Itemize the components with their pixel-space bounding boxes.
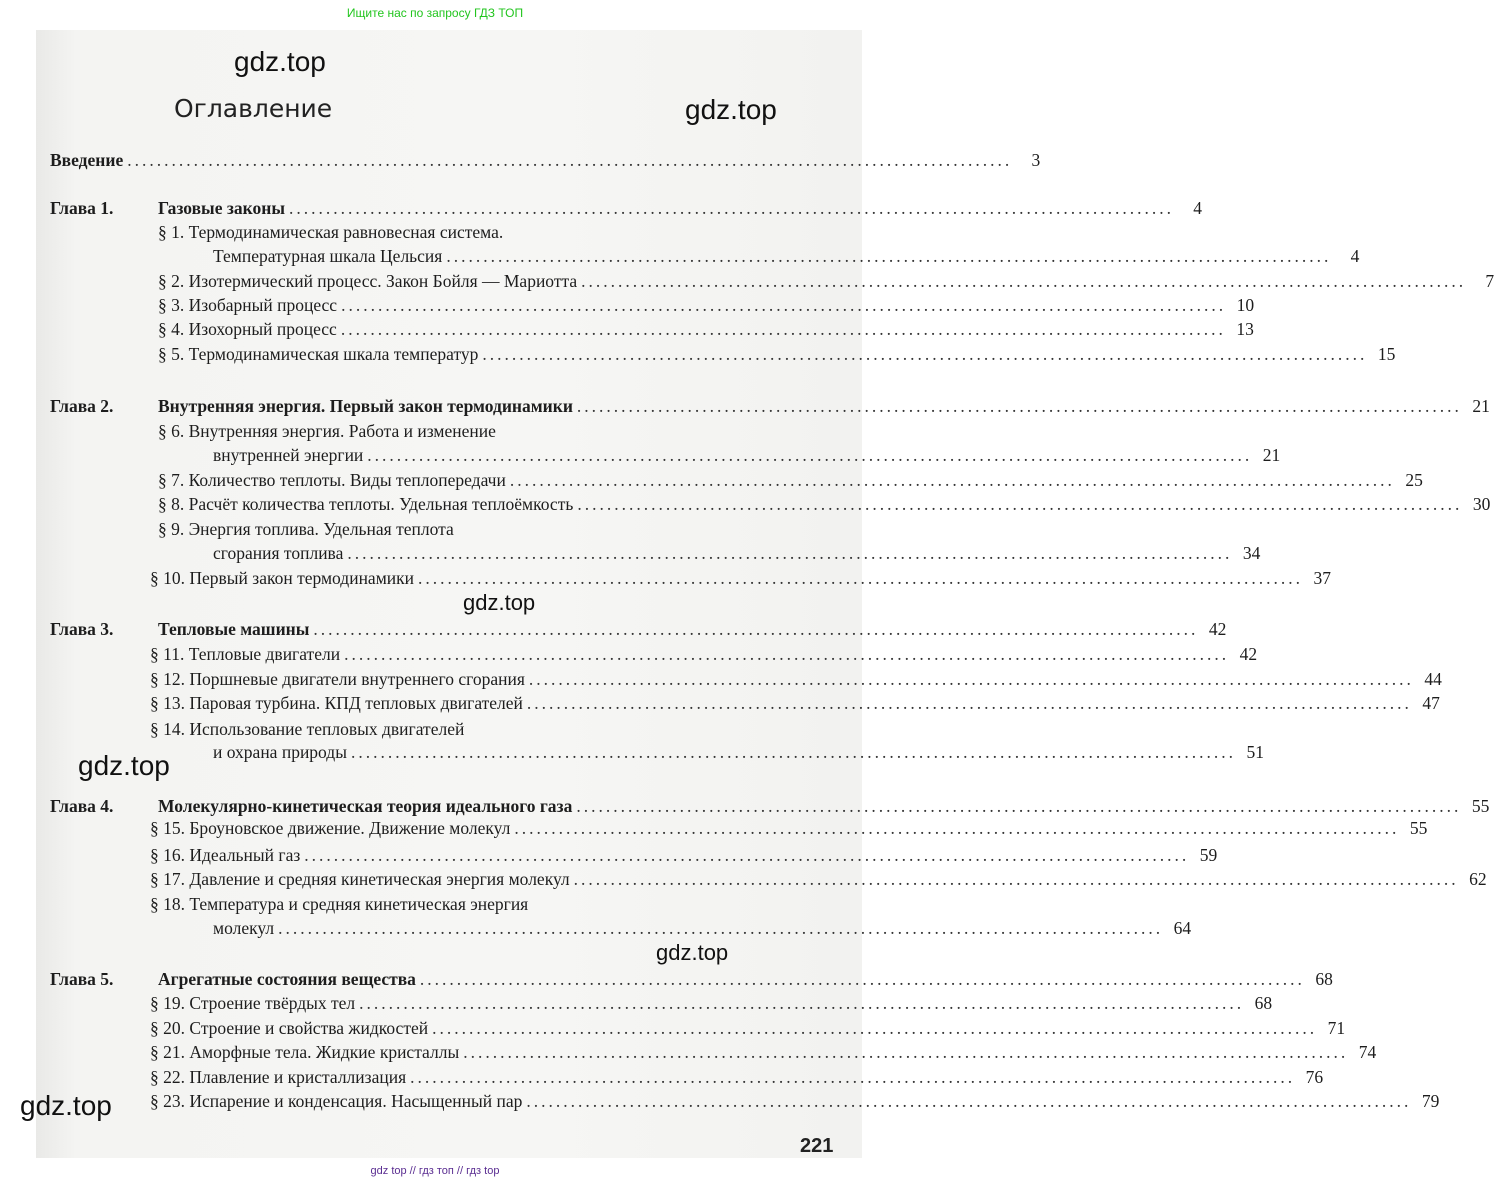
entry-title: Введение [50,150,124,170]
entry-title: § 11. Тепловые двигатели [150,644,341,664]
dot-leader: ........................................................................................................................ [347,543,1233,563]
toc-entry[interactable] [0,470,1423,494]
dot-leader: ........................................................................................................................ [463,1042,1349,1062]
toc-entry[interactable] [0,543,1261,567]
entry-title: § 17. Давление и средняя кинетическая энергия молекул [150,869,570,889]
entry-title: § 9. Энергия топлива. Удельная теплота [158,519,454,539]
toc-entry[interactable] [0,719,828,743]
entry-title: Молекулярно-кинетическая теория идеального газа [158,796,573,816]
page-number: 221 [800,1135,834,1157]
toc-entry[interactable] [0,519,828,543]
dot-leader: ........................................................................................................................ [418,568,1304,588]
entry-page: 71 [1327,1018,1346,1038]
toc-chapter[interactable] [0,150,1041,174]
entry-page: 30 [1472,494,1491,514]
dot-leader: ........................................................................................................................ [313,619,1199,639]
watermark: gdz.top [78,750,170,781]
toc-entry[interactable] [0,993,1273,1017]
dot-leader: ........................................................................................................................ [576,796,1462,816]
entry-page: 76 [1305,1067,1324,1087]
toc-chapter[interactable] [0,396,1490,420]
toc-entry[interactable] [0,319,1254,343]
entry-title: Внутренняя энергия. Первый закон термодинамики [158,396,573,416]
toc-entry[interactable] [0,295,1255,319]
entry-page: 4 [1193,198,1202,218]
dot-leader: ........................................................................................................................ [410,1067,1296,1087]
entry-title: § 1. Термодинамическая равновесная система. [158,222,504,242]
entry-page: 42 [1208,619,1227,639]
entry-title: § 12. Поршневые двигатели внутреннего сгорания [150,669,525,689]
entry-title: и охрана природы [213,742,347,762]
dot-leader: ........................................................................................................................ [367,445,1253,465]
dot-leader: ........................................................................................................................ [350,742,1236,762]
entry-title: § 15. Броуновское движение. Движение молекул [150,818,511,838]
entry-title: § 21. Аморфные тела. Жидкие кристаллы [150,1042,460,1062]
entry-page: 62 [1469,869,1487,889]
entry-title: внутренней энергии [213,445,364,465]
toc-entry[interactable] [0,1091,1440,1115]
dot-leader: ........................................................................................................................ [509,470,1395,490]
toc-chapter[interactable] [0,198,1202,222]
entry-page: 13 [1236,319,1254,339]
entry-title: Тепловые машины [158,619,310,639]
watermark: gdz.top [463,590,536,615]
dot-leader: ........................................................................................................................ [304,845,1190,865]
dot-leader: ........................................................................................................................ [340,319,1226,339]
dot-leader: ........................................................................................................................ [446,246,1332,266]
dot-leader: ........................................................................................................................ [288,198,1174,218]
dot-leader: ........................................................................................................................ [526,693,1412,713]
toc-chapter[interactable] [0,796,1490,820]
dot-leader: ........................................................................................................................ [344,644,1230,664]
entry-page: 74 [1358,1042,1377,1062]
chapter-label: Глава 4. [50,796,114,816]
toc-entry[interactable] [0,918,1192,942]
entry-title: § 16. Идеальный газ [150,845,301,865]
entry-page: 4 [1350,246,1360,266]
entry-title: § 8. Расчёт количества теплоты. Удельная теплоёмкость [158,494,574,514]
entry-page: 79 [1421,1091,1440,1111]
entry-title: § 19. Строение твёрдых тел [150,993,356,1013]
entry-page: 51 [1246,742,1264,762]
top-banner[interactable]: Ищите нас по запросу ГДЗ ТОП [346,6,524,20]
dot-leader: ........................................................................................................................ [581,271,1467,291]
toc-entry[interactable] [0,271,1494,295]
entry-title: Газовые законы [158,198,285,218]
dot-leader: ........................................................................................................................ [127,150,1013,170]
dot-leader: ........................................................................................................................ [526,1091,1412,1111]
dot-leader: ........................................................................................................................ [514,818,1400,838]
entry-title: молекул [213,918,275,938]
chapter-label: Глава 2. [50,396,114,416]
toc-entry[interactable] [0,845,1218,869]
entry-title: § 23. Испарение и конденсация. Насыщенный пар [150,1091,523,1111]
entry-page: 37 [1313,568,1332,588]
entry-page: 3 [1031,150,1041,170]
entry-page: 21 [1262,445,1281,465]
entry-title: § 13. Паровая турбина. КПД тепловых двигателей [150,693,523,713]
entry-page: 34 [1242,543,1261,563]
toc-entry[interactable] [0,445,1281,469]
watermark: gdz.top [656,940,729,965]
bottom-banner[interactable]: gdz top // гдз топ // гдз top [370,1165,500,1177]
toc-chapter[interactable] [0,969,1333,993]
entry-title: сгорания топлива [213,543,344,563]
entry-page: 42 [1239,644,1258,664]
dot-leader: ........................................................................................................................ [573,869,1459,889]
toc-entry[interactable] [0,742,1264,766]
entry-title: § 6. Внутренняя энергия. Работа и изменение [158,421,496,441]
toc-entry[interactable] [0,818,1428,842]
toc-entry[interactable] [0,693,1440,717]
entry-page: 55 [1409,818,1428,838]
dot-leader: ........................................................................................................................ [341,295,1227,315]
watermark: gdz.top [685,94,777,125]
toc-entry[interactable] [0,669,1442,693]
toc-entry[interactable] [0,1067,1324,1091]
entry-page: 7 [1485,271,1494,291]
dot-leader: ........................................................................................................................ [576,396,1462,416]
entry-title: § 3. Изобарный процесс [158,295,338,315]
toc-entry[interactable] [0,568,1332,592]
entry-page: 15 [1377,344,1396,364]
toc-entry[interactable] [0,222,828,246]
dot-leader: ........................................................................................................................ [432,1018,1318,1038]
toc-entry[interactable] [0,421,828,445]
toc-entry[interactable] [0,494,1491,518]
toc-chapter[interactable] [0,619,1227,643]
entry-page: 25 [1405,470,1423,490]
entry-page: 68 [1315,969,1333,989]
entry-title: Агрегатные состояния вещества [158,969,416,989]
entry-page: 64 [1173,918,1192,938]
watermark: gdz.top [20,1090,112,1121]
dot-leader: ........................................................................................................................ [528,669,1414,689]
dot-leader: ........................................................................................................................ [482,344,1368,364]
toc-entry[interactable] [0,1042,1377,1066]
page-title: Оглавление [174,94,333,123]
entry-title: § 2. Изотермический процесс. Закон Бойля — Мариотта [158,271,578,291]
entry-page: 68 [1254,993,1273,1013]
toc-entry[interactable] [0,644,1258,668]
entry-page: 10 [1236,295,1255,315]
entry-title: § 18. Температура и средняя кинетическая энергия [150,894,529,914]
chapter-label: Глава 5. [50,969,114,989]
entry-page: 59 [1199,845,1218,865]
toc-entry[interactable] [0,246,1360,270]
entry-title: § 10. Первый закон термодинамики [150,568,415,588]
toc-entry[interactable] [0,1018,1346,1042]
dot-leader: ........................................................................................................................ [419,969,1305,989]
toc-entry[interactable] [0,344,1396,368]
entry-title: § 4. Изохорный процесс [158,319,337,339]
toc-entry[interactable] [0,894,828,918]
entry-title: § 20. Строение и свойства жидкостей [150,1018,429,1038]
entry-title: Температурная шкала Цельсия [213,246,443,266]
watermark: gdz.top [234,46,326,77]
dot-leader: ........................................................................................................................ [359,993,1245,1013]
toc-entry[interactable] [0,869,1487,893]
entry-page: 55 [1471,796,1490,816]
dot-leader: ........................................................................................................................ [577,494,1463,514]
entry-page: 47 [1422,693,1440,713]
entry-title: § 7. Количество теплоты. Виды теплопередачи [158,470,506,490]
entry-title: § 22. Плавление и кристаллизация [150,1067,407,1087]
entry-page: 44 [1424,669,1442,689]
entry-title: § 14. Использование тепловых двигателей [150,719,465,739]
entry-title: § 5. Термодинамическая шкала температур [158,344,479,364]
chapter-label: Глава 1. [50,198,114,218]
dot-leader: ........................................................................................................................ [278,918,1164,938]
chapter-label: Глава 3. [50,619,114,639]
entry-page: 21 [1472,396,1490,416]
